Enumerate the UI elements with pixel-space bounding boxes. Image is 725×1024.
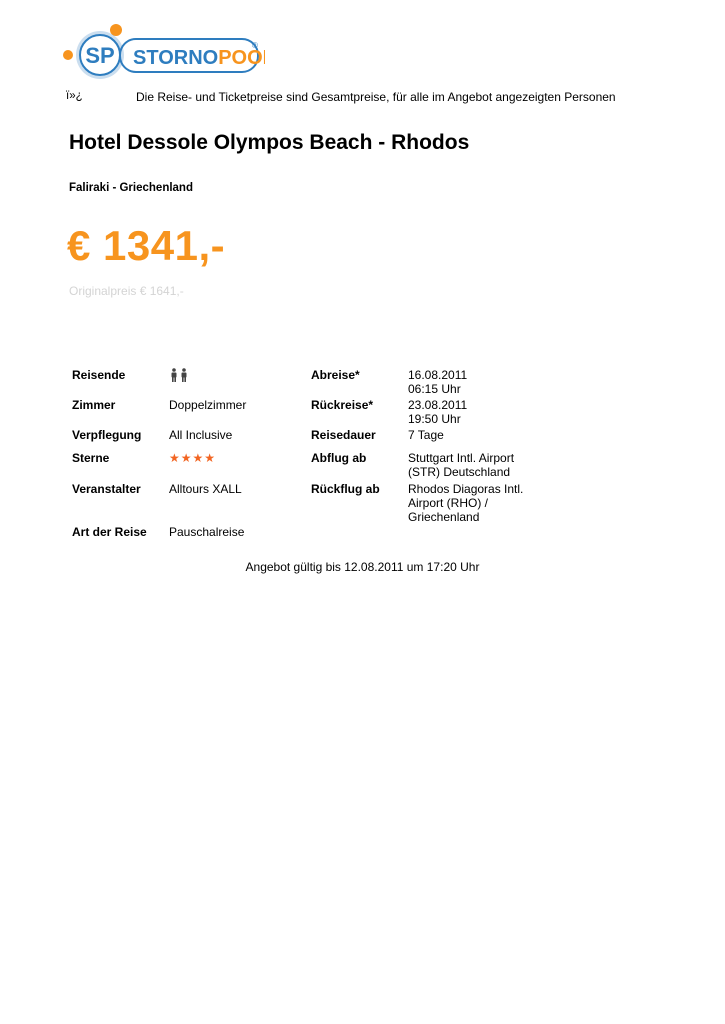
board-label: Verpflegung bbox=[72, 428, 142, 442]
return-value bbox=[408, 398, 467, 426]
logo-orange-dot-small-icon bbox=[63, 50, 73, 60]
stornopool-logo bbox=[60, 20, 265, 92]
room-value: Doppelzimmer bbox=[169, 398, 247, 412]
return-flight-label: Rückflug ab bbox=[311, 482, 380, 496]
duration-value: 7 Tage bbox=[408, 428, 444, 442]
flight-from-value bbox=[408, 451, 514, 479]
star-icon: ★ bbox=[169, 451, 181, 465]
two-persons-icon bbox=[169, 368, 191, 385]
travelers-label: Reisende bbox=[72, 368, 126, 382]
flight-from-line2: (STR) Deutschland bbox=[408, 465, 511, 479]
original-price: Originalpreis € 1641,- bbox=[69, 284, 184, 298]
star-icon: ★ bbox=[204, 451, 217, 465]
hotel-title: Hotel Dessole Olympos Beach - Rhodos bbox=[69, 131, 470, 154]
offer-price: € 1341,- bbox=[67, 222, 226, 269]
return-flight-line2: Airport (RHO) / bbox=[408, 496, 489, 510]
return-flight-line1: Rhodos Diagoras Intl. bbox=[408, 482, 524, 496]
room-label: Zimmer bbox=[72, 398, 116, 412]
trip-type-value: Pauschalreise bbox=[169, 525, 245, 539]
offer-validity: Angebot gültig bis 12.08.2011 um 17:20 Uhr bbox=[245, 560, 480, 574]
stars-label: Sterne bbox=[72, 451, 110, 465]
return-label: Rückreise* bbox=[311, 398, 374, 412]
departure-date: 16.08.2011 bbox=[408, 368, 468, 382]
return-time: 19:50 Uhr bbox=[408, 412, 461, 426]
logo-graphic bbox=[60, 20, 265, 92]
board-value: All Inclusive bbox=[169, 428, 233, 442]
operator-value: Alltours XALL bbox=[169, 482, 242, 496]
operator-label: Veranstalter bbox=[72, 482, 141, 496]
star-rating-icon bbox=[169, 451, 216, 465]
trip-type-label: Art der Reise bbox=[72, 525, 147, 539]
logo-badge: SP bbox=[85, 43, 115, 68]
star-icon: ★ bbox=[192, 451, 205, 465]
star-icon: ★ bbox=[180, 451, 193, 465]
return-flight-line3: Griechenland bbox=[408, 510, 480, 524]
logo-registered: ® bbox=[252, 41, 258, 50]
departure-value bbox=[408, 368, 467, 396]
hotel-location: Faliraki - Griechenland bbox=[69, 182, 193, 194]
encoding-artifact: ï»¿ bbox=[66, 90, 83, 102]
departure-label: Abreise* bbox=[311, 368, 360, 382]
flight-from-label: Abflug ab bbox=[311, 451, 367, 465]
duration-label: Reisedauer bbox=[311, 428, 376, 442]
return-date: 23.08.2011 bbox=[408, 398, 468, 412]
flight-from-line1: Stuttgart Intl. Airport bbox=[408, 451, 515, 465]
departure-time: 06:15 Uhr bbox=[408, 382, 461, 396]
logo-brand: STORNOPOO bbox=[133, 47, 263, 69]
return-flight-value bbox=[408, 482, 523, 524]
price-notice: Die Reise- und Ticketpreise sind Gesamtpreise, für alle im Angebot angezeigten Personen bbox=[136, 90, 616, 104]
